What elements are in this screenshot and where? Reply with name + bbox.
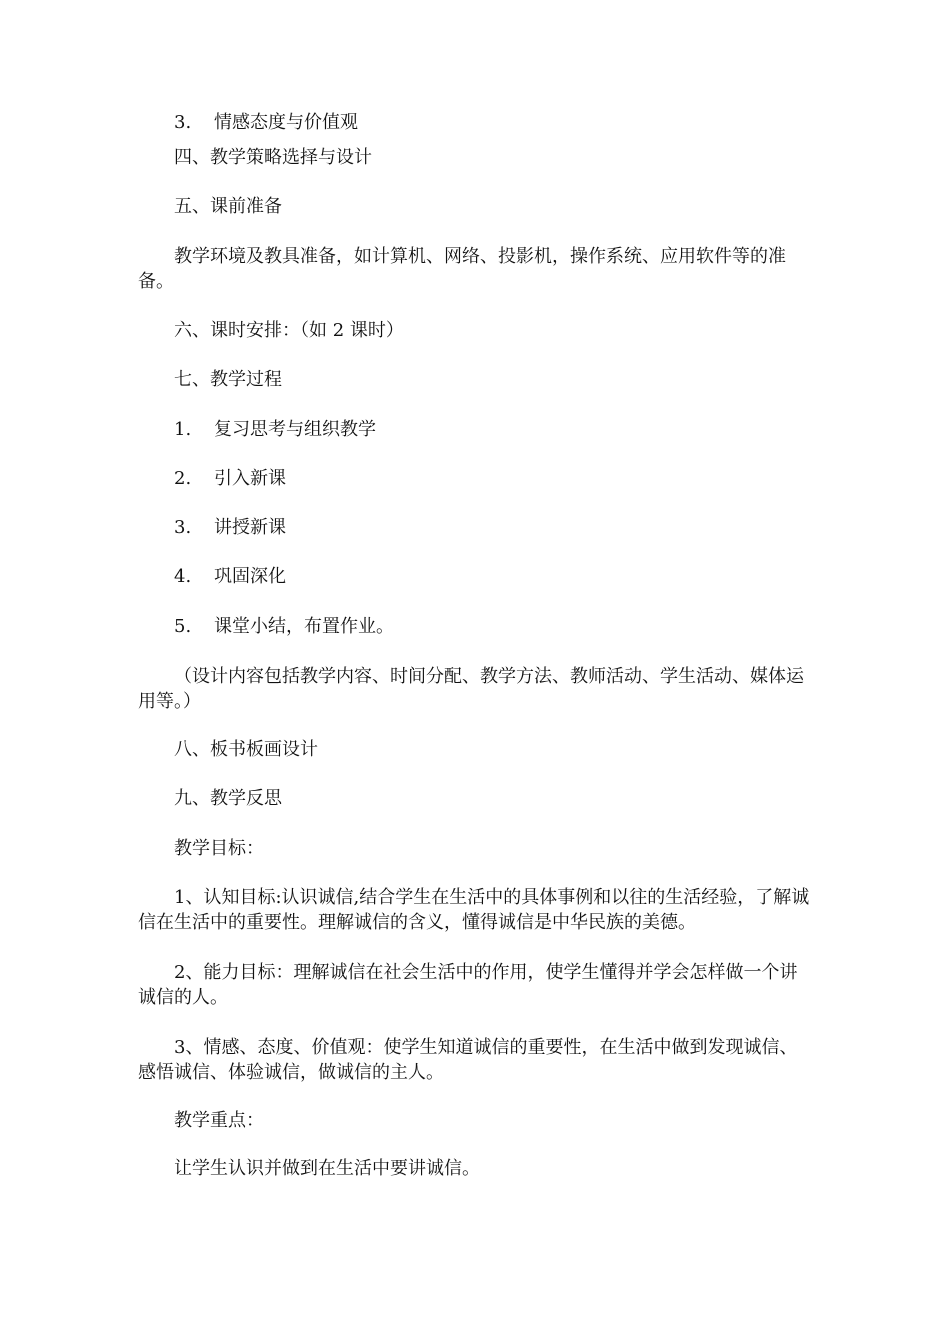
list-item [174,468,286,490]
list-number: 1. [174,419,192,440]
list-item [174,566,286,588]
paragraph-design-note: （设计内容包括教学内容、时间分配、教学方法、教师活动、学生活动、媒体运用等。） [138,666,804,712]
list-text: 巩固深化 [214,566,286,587]
list-text: 课堂小结，布置作业。 [214,616,394,637]
list-number: 2. [174,468,192,489]
section-heading-9: 九、教学反思 [174,788,282,809]
key-point-title: 教学重点： [174,1110,264,1131]
goal-title: 教学目标： [174,838,264,859]
list-item [174,616,394,638]
list-number: 4. [174,566,192,587]
list-item [174,419,376,441]
goal-emotion: 3、情感、态度、价值观：使学生知道诚信的重要性，在生活中做到发现诚信、感悟诚信、体验诚信，做诚信的主人。 [138,1037,798,1083]
paragraph-preparation: 教学环境及教具准备，如计算机、网络、投影机，操作系统、应用软件等的准备。 [138,246,786,292]
section-heading-8: 八、板书板画设计 [174,739,318,760]
list-text: 引入新课 [214,468,286,489]
goal-cognitive: 1、认知目标:认识诚信,结合学生在生活中的具体事例和以往的生活经验，了解诚信在生活中的重要性。理解诚信的含义，懂得诚信是中华民族的美德。 [138,887,810,933]
list-number: 3. [174,112,192,133]
section-heading-5: 五、课前准备 [174,196,282,217]
section-heading-7: 七、教学过程 [174,369,282,390]
list-number: 5. [174,616,192,637]
list-text: 情感态度与价值观 [214,112,358,133]
section-heading-6: 六、课时安排：（如 2 课时） [174,320,404,341]
list-item [174,112,358,134]
list-item [174,517,286,539]
goal-ability: 2、能力目标：理解诚信在社会生活中的作用，使学生懂得并学会怎样做一个讲诚信的人。 [138,962,798,1008]
list-text: 复习思考与组织教学 [214,419,376,440]
list-number: 3. [174,517,192,538]
section-heading-4: 四、教学策略选择与设计 [174,147,372,168]
list-text: 讲授新课 [214,517,286,538]
key-point-text: 让学生认识并做到在生活中要讲诚信。 [174,1158,480,1179]
